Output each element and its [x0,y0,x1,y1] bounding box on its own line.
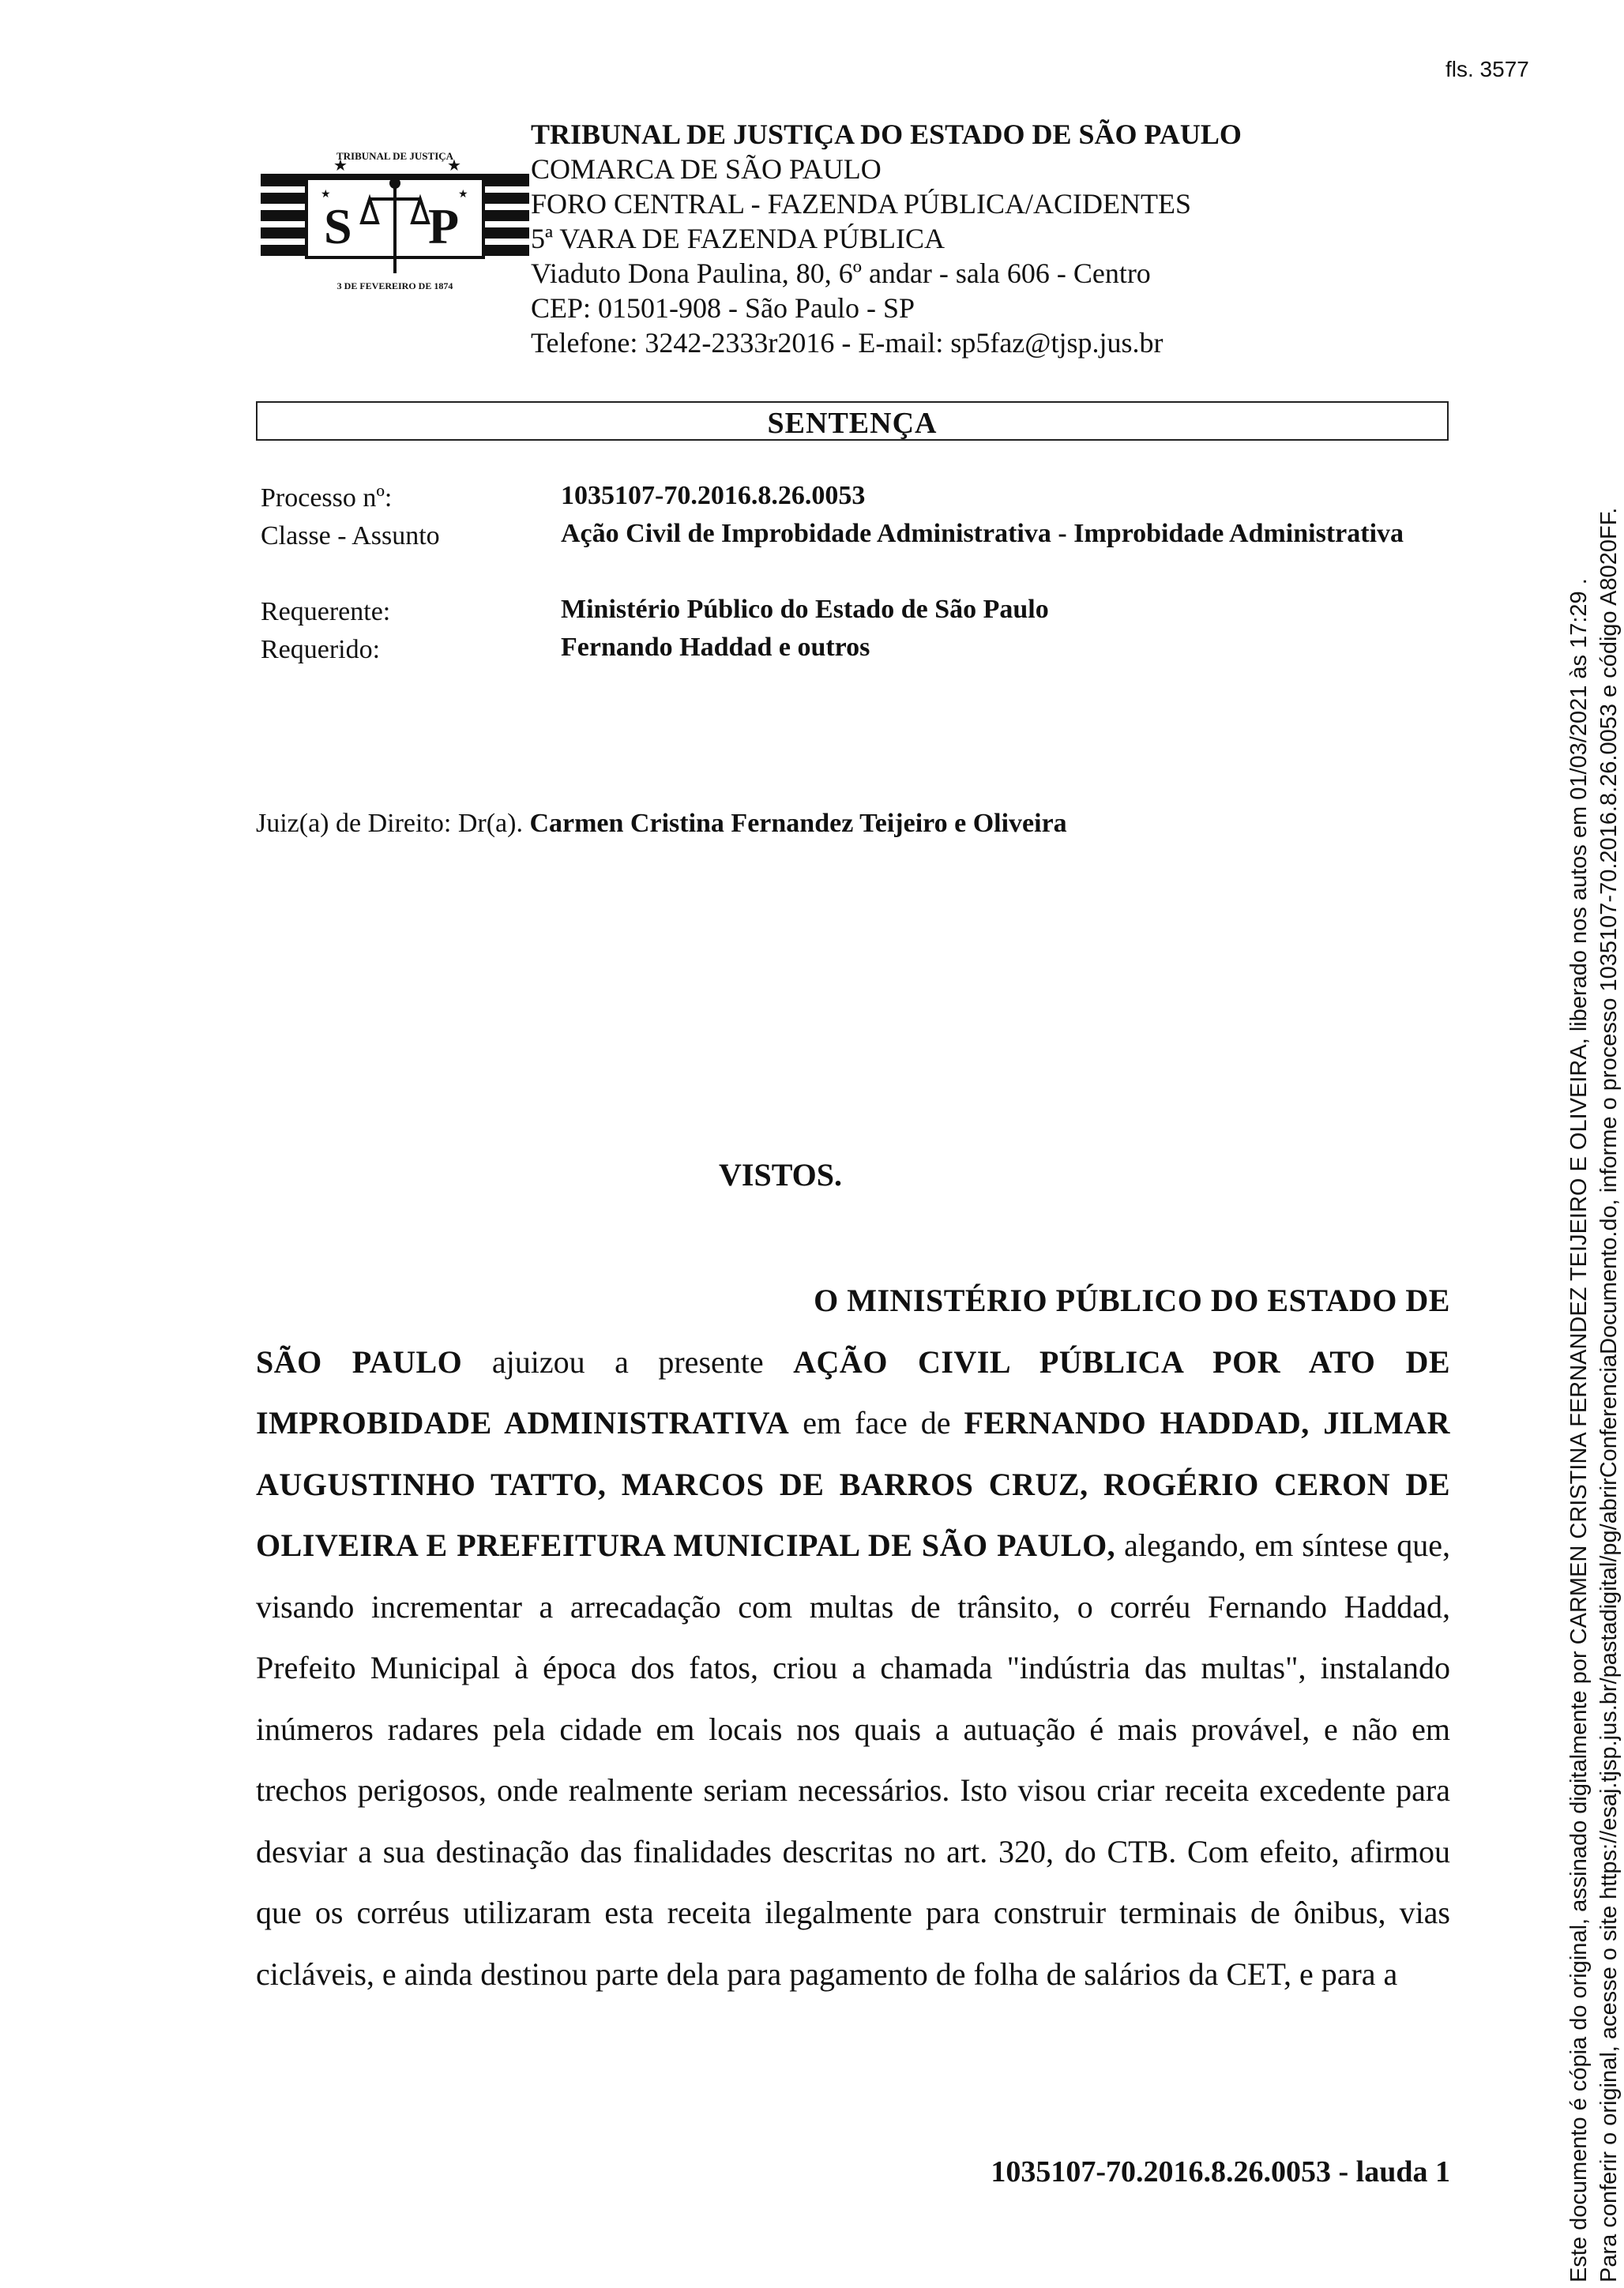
logo-bottom-text: 3 DE FEVEREIRO DE 1874 [336,280,453,291]
logo-letter-p: P [428,198,460,254]
judge-label: Juiz(a) de Direito: Dr(a). [256,809,530,838]
svg-text:★: ★ [447,156,461,175]
forum: FORO CENTRAL - FAZENDA PÚBLICA/ACIDENTES [531,188,1192,220]
court-name: TRIBUNAL DE JUSTIÇA DO ESTADO DE SÃO PAULO [531,118,1242,150]
logo-top-text: TRIBUNAL DE JUSTIÇA [336,150,454,162]
signature-line-2: Para conferir o original, acesse o site https://esaj.tjsp.jus.br/pastadigital/pg/abrirConferenciaDocumento.do, informe o processo 1035107-70.2016.8.26.0053 e código A8020FF. [1596,507,1622,2282]
cep: CEP: 01501-908 - São Paulo - SP [531,292,915,324]
body-text-3: alegando, em síntese que, visando incrementar a arrecadação com multas de trânsito, o corréu Fernando Haddad, Prefeito Municipal à época dos fatos, criou a chamada "indústria das multas", instalando inúmeros radares pela cidade em locais nos quais a autuação é mais provável, e não em trechos perigosos, onde realmente seriam necessários. Isto visou criar receita excedente para desviar a sua destinação das finalidades descritas no art. 320, do CTB. Com efeito, afirmou que os corréus utilizaram esta receita ilegalmente para construir terminais de ônibus, vias cicláveis, e ainda destinou parte dela para pagamento de folha de salários da CET, e para a [256,1527,1450,1992]
body-bold-3: FERNANDO HADDAD, JILMAR AUGUSTINHO TATTO, MARCOS DE BARROS CRUZ, ROGÉRIO CERON DE OLIVEIRA E PREFEITURA MUNICIPAL DE SÃO PAULO, [256,1405,1451,1563]
page-footer: 1035107-70.2016.8.26.0053 - laud​a 1 [991,2155,1450,2188]
district: COMARCA DE SÃO PAULO [531,153,882,185]
class-label: Classe - Assunto [261,521,440,550]
svg-text:★: ★ [333,156,348,175]
judge-name: Carmen Cristina Fernandez Teijeiro e Oliveira [529,809,1067,838]
body-paragraph [256,1270,1450,2004]
body-bold-1b: SÃO PAULO [256,1343,463,1380]
plaintiff-value: Ministério Público do Estado de São Paulo [561,595,1049,624]
address: Viaduto Dona Paulina, 80, 6º andar - sala 606 - Centro [531,257,1151,289]
body-text-1: ajuizou a presente [462,1343,794,1380]
contact: Telefone: 3242-2333r2016 - E-mail: sp5faz@tjsp.jus.br [531,327,1163,359]
page-number-label: fls. 3577 [1445,57,1529,81]
judge-line [256,809,1067,839]
svg-text:★: ★ [458,188,468,201]
digital-signature-note [1564,371,1624,2282]
court-logo [261,147,529,294]
process-value: 1035107-70.2016.8.26.0053 [561,481,866,510]
document-type-box [256,401,1449,441]
plaintiff-label: Requerente: [261,597,391,626]
body-bold-1a: O MINISTÉRIO PÚBLICO DO ESTADO DE [814,1283,1450,1318]
vistos-heading: VISTOS. [719,1157,843,1193]
body-text-2: em face de [789,1405,964,1441]
body-bold-2: AÇÃO CIVIL PÚBLICA POR ATO DE IMPROBIDADE ADMINISTRATIVA [256,1343,1451,1441]
signature-line-1: Este documento é cópia do original, assinado digitalmente por CARMEN CRISTINA FERNANDEZ TEIJEIRO E OLIVEIRA, liberado nos autos em 01/03/2021 às 17:29 . [1566,578,1592,2282]
defendant-value: Fernando Haddad e outros [561,633,870,662]
court-header [531,117,1242,360]
process-label: Processo nº: [261,483,393,513]
court-unit: 5ª VARA DE FAZENDA PÚBLICA [531,223,945,254]
svg-text:★: ★ [321,188,331,201]
defendant-label: Requerido: [261,635,381,664]
logo-letter-s: S [324,198,352,254]
document-type: SENTENÇA [767,407,938,440]
class-value: Ação Civil de Improbidade Administrativa - Improbidade Administrativa [561,519,1404,548]
